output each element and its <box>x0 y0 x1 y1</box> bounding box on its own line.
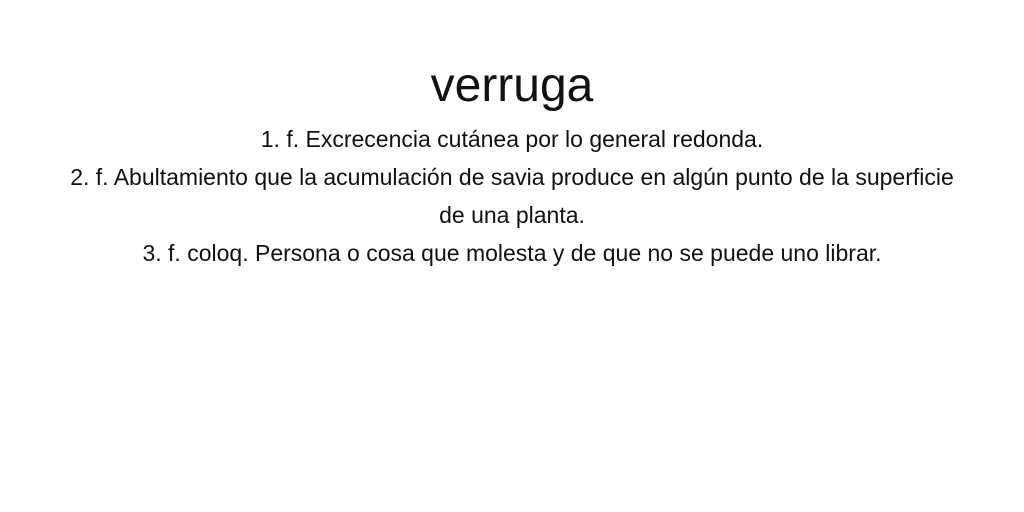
definition-2: 2. f. Abultamiento que la acumulación de savia produce en algún punto de la superficie de una planta. <box>70 164 954 228</box>
definition-list <box>70 120 954 272</box>
definition-1: 1. f. Excrecencia cutánea por lo general redonda. <box>260 126 764 152</box>
definition-3: 3. f. coloq. Persona o cosa que molesta y de que no se puede uno librar. <box>142 240 882 266</box>
dictionary-entry <box>70 52 954 272</box>
headword: verruga <box>430 59 594 112</box>
